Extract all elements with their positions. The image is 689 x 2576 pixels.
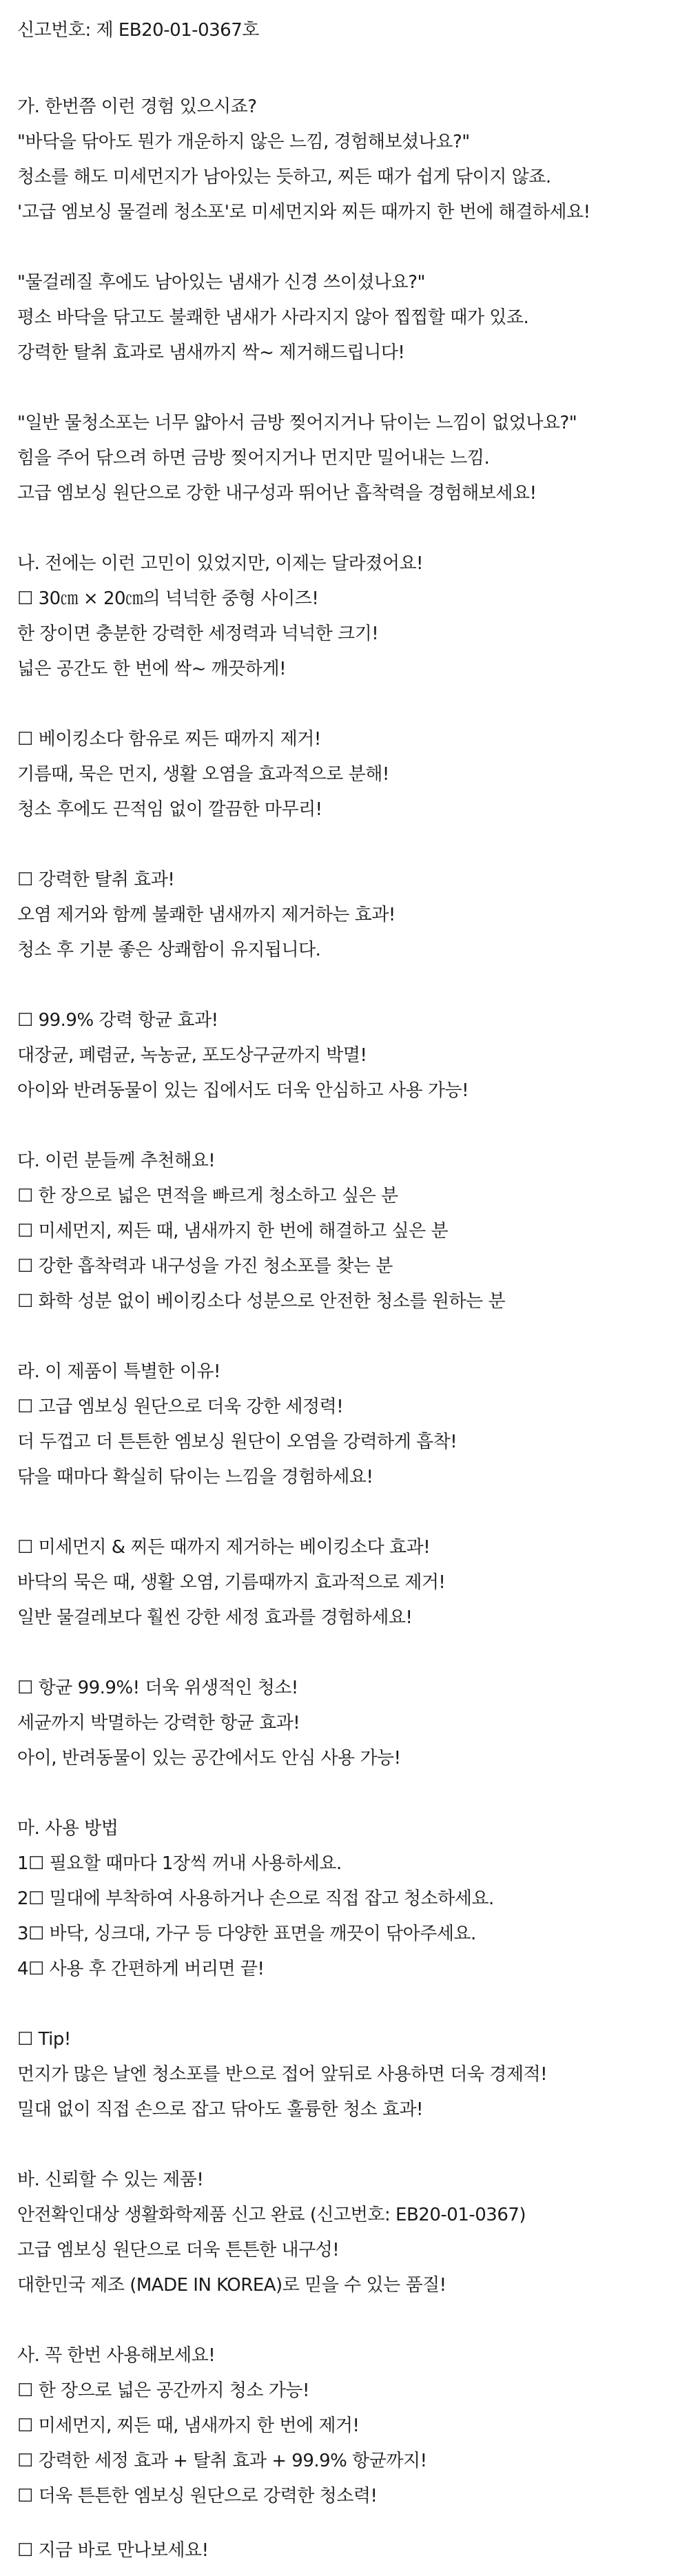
section-ga-text: 고급 엠보싱 원단으로 강한 내구성과 뛰어난 흡착력을 경험해보세요! — [17, 483, 537, 504]
section-ba-text: 안전확인대상 생활화학제품 신고 완료 (신고번호: EB20-01-0367) — [17, 2205, 526, 2225]
section-na-bullet: ☐ 강력한 탈취 효과! — [17, 869, 175, 890]
section-ga-quote-2: "물걸레질 후에도 남아있는 냄새가 신경 쓰이셨나요?" — [17, 272, 425, 293]
section-ga-quote-1: "바닥을 닦아도 뭔가 개운하지 않은 느낌, 경험해보셨나요?" — [17, 132, 470, 152]
section-na-text: 한 장이면 충분한 강력한 세정력과 넉넉한 크기! — [17, 624, 379, 644]
section-na-text: 아이와 반려동물이 있는 집에서도 더욱 안심하고 사용 가능! — [17, 1080, 469, 1101]
summary-list-item: ☐ 더욱 튼튼한 엠보싱 원단으로 강력한 청소력! — [17, 2486, 378, 2506]
section-ra-text: 닦을 때마다 확실히 닦이는 느낌을 경험하세요! — [17, 1467, 373, 1487]
section-da-heading: 다. 이런 분들께 추천해요! — [17, 1151, 216, 1171]
section-ra-text: 더 두껍고 더 튼튼한 엠보싱 원단이 오염을 강력하게 흡착! — [17, 1432, 457, 1452]
section-ra-bullet: ☐ 항균 99.9%! 더욱 위생적인 청소! — [17, 1678, 298, 1698]
section-na-bullet: ☐ 베이킹소다 함유로 찌든 때까지 제거! — [17, 729, 321, 750]
section-na-text: 대장균, 폐렴균, 녹농균, 포도상구균까지 박멸! — [17, 1045, 367, 1066]
section-ma-heading: 마. 사용 방법 — [17, 1818, 119, 1839]
section-ga-quote-3: "일반 물청소포는 너무 얇아서 금방 찢어지거나 닦이는 느낌이 없었나요?" — [17, 413, 577, 433]
section-ga-text: 평소 바닥을 닦고도 불쾌한 냄새가 사라지지 않아 찝찝할 때가 있죠. — [17, 307, 529, 328]
section-ra-text: 세균까지 박멸하는 강력한 항균 효과! — [17, 1713, 300, 1733]
section-na-text: 청소 후에도 끈적임 없이 깔끔한 마무리! — [17, 799, 322, 820]
recommend-list-item: ☐ 미세먼지, 찌든 때, 냄새까지 한 번에 해결하고 싶은 분 — [17, 1221, 449, 1241]
tip-text: 밀대 없이 직접 손으로 잡고 닦아도 훌륭한 청소 효과! — [17, 2099, 423, 2120]
section-ga-text: 힘을 주어 닦으려 하면 금방 찢어지거나 먼지만 밀어내는 느낌. — [17, 448, 490, 468]
section-na-text: 오염 제거와 함께 불쾌한 냄새까지 제거하는 효과! — [17, 905, 395, 925]
usage-step: 3☐ 바닥, 싱크대, 가구 등 다양한 표면을 깨끗이 닦아주세요. — [17, 1924, 476, 1944]
usage-step: 1☐ 필요할 때마다 1장씩 꺼내 사용하세요. — [17, 1853, 342, 1874]
section-ga-text: 강력한 탈취 효과로 냄새까지 싹~ 제거해드립니다! — [17, 342, 405, 363]
recommend-list-item: ☐ 한 장으로 넓은 면적을 빠르게 청소하고 싶은 분 — [17, 1186, 398, 1206]
summary-list-item: ☐ 한 장으로 넓은 공간까지 청소 가능! — [17, 2380, 309, 2401]
section-ga-text: '고급 엠보싱 물걸레 청소포'로 미세먼지와 찌든 때까지 한 번에 해결하세요! — [17, 202, 590, 223]
section-na-bullet: ☐ 99.9% 강력 항균 효과! — [17, 1010, 218, 1031]
section-ra-bullet: ☐ 미세먼지 & 찌든 때까지 제거하는 베이킹소다 효과! — [17, 1537, 431, 1558]
tip-text: 먼지가 많은 날엔 청소포를 반으로 접어 앞뒤로 사용하면 더욱 경제적! — [17, 2064, 548, 2085]
section-ba-heading: 바. 신뢰할 수 있는 제품! — [17, 2170, 204, 2190]
section-ra-bullet: ☐ 고급 엠보싱 원단으로 더욱 강한 세정력! — [17, 1397, 344, 1417]
section-ga-text: 청소를 해도 미세먼지가 남아있는 듯하고, 찌든 때가 쉽게 닦이지 않죠. — [17, 167, 551, 187]
section-na-heading: 나. 전에는 이런 고민이 있었지만, 이제는 달라졌어요! — [17, 553, 423, 574]
section-na-bullet: ☐ 30㎝ × 20㎝의 넉넉한 중형 사이즈! — [17, 588, 319, 609]
section-ra-text: 아이, 반려동물이 있는 공간에서도 안심 사용 가능! — [17, 1748, 401, 1769]
section-ra-heading: 라. 이 제품이 특별한 이유! — [17, 1361, 220, 1382]
section-sa-heading: 사. 꼭 한번 사용해보세요! — [17, 2345, 216, 2366]
summary-list-item: ☐ 미세먼지, 찌든 때, 냄새까지 한 번에 제거! — [17, 2415, 360, 2436]
section-ra-text: 바닥의 묵은 때, 생활 오염, 기름때까지 효과적으로 제거! — [17, 1572, 446, 1593]
section-na-text: 넓은 공간도 한 번에 싹~ 깨끗하게! — [17, 659, 287, 679]
section-na-text: 기름때, 묵은 먼지, 생활 오염을 효과적으로 분해! — [17, 764, 389, 785]
call-to-action-text: ☐ 지금 바로 만나보세요! — [17, 2540, 209, 2561]
section-ga-heading: 가. 한번쯤 이런 경험 있으시죠? — [17, 96, 257, 117]
recommend-list-item: ☐ 강한 흡착력과 내구성을 가진 청소포를 찾는 분 — [17, 1256, 393, 1277]
summary-list-item: ☐ 강력한 세정 효과 + 탈취 효과 + 99.9% 항균까지! — [17, 2451, 427, 2471]
usage-step: 2☐ 밀대에 부착하여 사용하거나 손으로 직접 잡고 청소하세요. — [17, 1888, 494, 1909]
section-ba-text: 대한민국 제조 (MADE IN KOREA)로 믿을 수 있는 품질! — [17, 2275, 446, 2296]
recommend-list-item: ☐ 화학 성분 없이 베이킹소다 성분으로 안전한 청소를 원하는 분 — [17, 1291, 506, 1312]
tip-heading: ☐ Tip! — [17, 2029, 71, 2050]
usage-step: 4☐ 사용 후 간편하게 버리면 끝! — [17, 1959, 265, 1979]
section-na-text: 청소 후 기분 좋은 상쾌함이 유지됩니다. — [17, 940, 321, 960]
section-ba-text: 고급 엠보싱 원단으로 더욱 튼튼한 내구성! — [17, 2240, 340, 2260]
section-ra-text: 일반 물걸레보다 훨씬 강한 세정 효과를 경험하세요! — [17, 1607, 413, 1628]
report-number: 신고번호: 제 EB20-01-0367호 — [17, 20, 259, 41]
